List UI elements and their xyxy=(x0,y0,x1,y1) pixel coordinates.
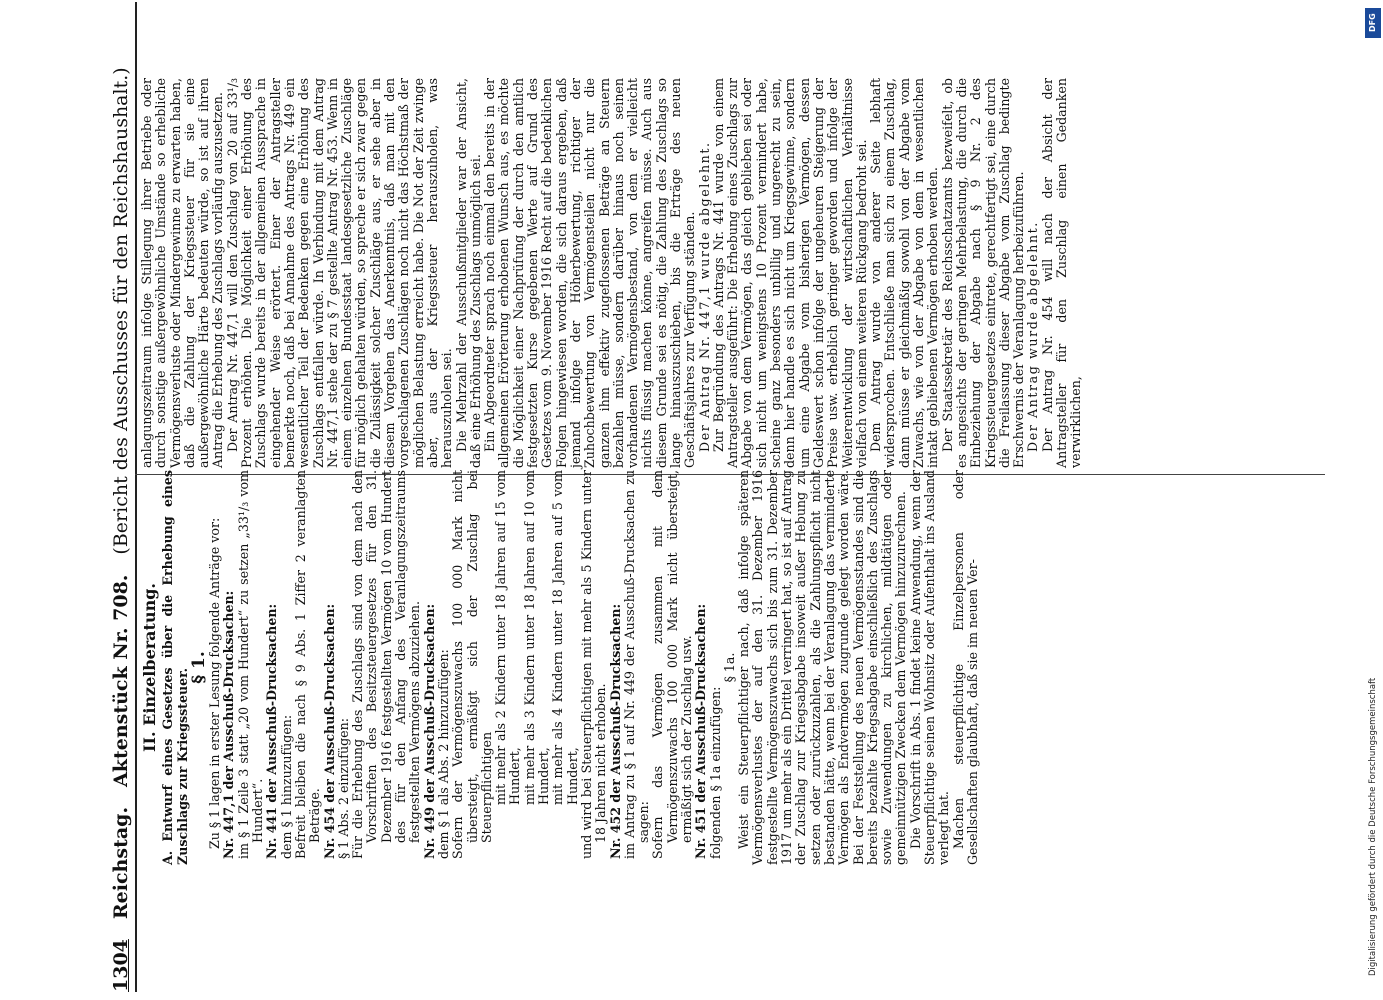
left-column xyxy=(140,470,980,865)
motion-list-item: mit mehr als 4 Kindern unter 18 Jahren auf 5 vom Hundert, xyxy=(550,470,580,805)
text-block: Zur Begründung des Antrags Nr. 441 wurde von einem Antragsteller ausgeführt: Die Erhebung eines Zuschlags zur Abgabe von dem Vermögen, das gleich geblieben sei oder sich nicht um wenigstens 10 Prozent vermindert habe, scheine ganz besonders unbillig und ungerecht zu sein, denn hier handle es sich nicht um Kriegsgewinne, sondern um eine Abgabe vom bisherigen Vermögen, dessen Geldeswert schon infolge der ungeheuren Steigerung der Preise usw. erheblich geringer geworden und infolge der Weiterentwicklung der wirtschaftlichen Verhältnisse vielfach von einem weiteren Rückgang bedroht sei. xyxy=(710,78,869,468)
motion-text: dem § 1 hinzuzufügen: xyxy=(278,714,294,859)
decision-text: Der Antrag Nr. 447,1 wurde abgelehnt. xyxy=(696,141,712,452)
text-block: Machen steuerpflichtige Einzelpersonen oder Gesellschaften glaubhaft, daß sie im neuen Ver- xyxy=(950,470,980,865)
motion-text: folgenden § 1a einzufügen: xyxy=(707,686,723,859)
text-block: Die Vorschrift in Abs. 1 findet keine Anwendung, wenn der Steuerpflichtige seinen Wohnsitz oder Aufenthalt ins Ausland verlegt hat. xyxy=(907,470,952,865)
motion-list-item: mit mehr als 2 Kindern unter 18 Jahren auf 15 vom Hundert, xyxy=(493,470,523,805)
dfg-logo: DFG xyxy=(1365,8,1381,38)
text-block: Der Antrag Nr. 454 will nach der Absicht der Antragsteller für den Zuschlag einen Gedanken verwirklichen, xyxy=(1039,78,1084,468)
digitization-note xyxy=(1368,16,1382,976)
motion-list-item: mit mehr als 3 Kindern unter 18 Jahren auf 10 vom Hundert, xyxy=(521,470,552,805)
right-column xyxy=(140,78,1084,468)
subsection-title: A. Entwurf eines Gesetzes über die Erhebung eines Zuschlags zur Kriegssteuer. xyxy=(160,470,190,865)
motion-heading: Nr. 447,1 der Ausschuß-Drucksachen: xyxy=(221,590,237,859)
text-block: Zu § 1 lagen in erster Lesung folgende Anträge vor: xyxy=(207,517,223,849)
motion-text: Sofern der Vermögenszuwachs 100 000 Mark nicht übersteigt, ermäßigt sich der Zuschlag bei Steuerpflichtigen xyxy=(450,470,494,859)
page-header xyxy=(102,2,137,992)
header-right: (Bericht des Ausschusses für den Reichshaushalt.) xyxy=(110,67,132,555)
motion-text: § 1 Abs. 2 einzufügen: xyxy=(335,718,351,859)
motion-text: Für die Erhebung des Zuschlags sind von dem nach den Vorschriften des Besitzsteuergesetzes für den 31. Dezember 1916 festgestellten Vermögen 10 vom Hundert des für den Anfang des Veranlagungszeitraums festgestellten Vermögens abzuziehen. xyxy=(350,470,423,859)
text-block: Die Mehrzahl der Ausschußmitglieder war der Ansicht, daß eine Erhöhung des Zuschlags unmöglich sei. xyxy=(453,78,483,468)
text-block: Dem Antrag wurde von anderer Seite lebhaft widersprochen. Entschließe man sich zu einem Zuschlag, dann müsse er gleichmäßig sowohl von der Abgabe vom Zuwachs, wie von der Abgabe von dem in wesentlichen intakt gebliebenen Vermögen erhoben werden. xyxy=(868,78,941,468)
motion-text: im Antrag zu § 1 auf Nr. 449 der Ausschuß-Drucksachen zu sagen: xyxy=(621,470,652,859)
page-number: 1304 xyxy=(110,939,132,992)
decision-text: Der Antrag wurde abgelehnt. xyxy=(1025,221,1041,452)
text-block: Ein Abgeordneter sprach noch einmal den bereits in der allgemeinen Erörterung erhobenen Wunsch aus, es möchte die Möglichkeit einer Nachprüfung der durch den amtlich festgesetzten Kurse gegebenen Werte auf Grund des Gesetzes vom 9. November 1916 Recht auf die bedenklichen Folgen hingewiesen worden, die sich daraus ergeben, daß jemand infolge der Höherbewertung, richtiger der Zuhochbewertung von Vermögensteilen nicht nur die ganzen ihm effektiv zugeflossenen Beträge an Steuern bezahlen müsse, sondern darüber hinaus noch seinen vorhandenen Vermögensbestand, von dem er vielleicht nichts flüssig machen könne, angreifen müsse. Auch aus diesem Grunde sei es nötig, die Zahlung des Zuschlags so lange hinauszuschieben, bis die Erträge des neuen Geschäftsjahres zur Verfügung ständen. xyxy=(482,78,698,468)
paragraph-heading-1a: § 1a. xyxy=(721,652,737,683)
motion-text: dem § 1 als Abs. 2 hinzuzufügen: xyxy=(435,649,451,859)
section-title: II. Einzelberatung. xyxy=(140,583,159,752)
text-block: Weist ein Steuerpflichtiger nach, daß infolge späteren Vermögensverlustes der auf den 31. Dezember 1916 festgestellte Vermögenszuwachs sich bis zum 31. Dezember 1917 um mehr als ein Drittel verringert hat, so ist auf Antrag der Zuschlag zur Kriegsabgabe insoweit außer Hebung zu setzen oder zurückzuzahlen, als die Zahlungspflicht nicht bestanden hätte, wenn bei der Veranlagung das verminderte Vermögen als Endvermögen zugrunde gelegt worden wäre. Bei der Feststellung des neuen Vermögensstandes sind die bereits bezahlte Kriegsabgabe einschließlich des Zuschlags sowie Zuwendungen zu kirchlichen, mildtätigen oder gemeinnützigen Zwecken dem Vermögen hinzuzurechnen. xyxy=(736,470,909,865)
motion-text: Sofern das Vermögen zusammen mit dem Vermögenszuwachs 100 000 Mark nicht übersteigt, ermäßigt sich der Zuschlag usw. xyxy=(650,470,694,859)
digitization-note-text: Digitalisierung gefördert durch die Deutsche Forschungsgemeinschaft xyxy=(1368,677,1378,976)
motion-heading: Nr. 441 der Ausschuß-Drucksachen: xyxy=(264,603,280,859)
text-block: Der Antrag Nr. 447,1 will den Zuschlag von 20 auf 33¹/₃ Prozent erhöhen. Die Möglichkeit einer Erhöhung des Zuschlags wurde bereits in der allgemeinen Aussprache in eingehender Weise erörtert. Einer der Antragsteller bemerkte noch, daß bei Annahme des Antrags Nr. 449 ein wesentlicher Teil der Bedenken gegen eine Erhöhung des Zuschlags entfallen würde. In Verbindung mit dem Antrag Nr. 447,1 stehe der zu § 7 gestellte Antrag Nr. 453. Wenn in einem einzelnen Bundesstaat landesgesetzliche Zuschläge für möglich gehalten würden, so spreche er sich zwar gegen die Zulässigkeit solcher Zuschläge aus, er sehe aber in diesem Vorgehen das Anerkenntnis, daß man mit den vorgeschlagenen Zuschlägen noch nicht das Höchstmaß der möglichen Belastung erreicht habe. Die Not der Zeit zwinge aber, aus der Kriegssteuer herauszuholen, was herauszuholen sei. xyxy=(224,78,455,468)
paragraph-heading-1: § 1. xyxy=(188,651,209,684)
motion-text: im § 1 Zeile 3 statt „20 vom Hundert“ zu setzen „33¹/₃ vom Hundert“. xyxy=(235,470,266,859)
motion-heading: Nr. 454 der Ausschuß-Drucksachen: xyxy=(321,603,337,859)
motion-text: und wird bei Steuerpflichtigen mit mehr als 5 Kindern unter 18 Jahren nicht erhoben. xyxy=(578,470,609,859)
text-block: anlagungszeitraum infolge Stillegung ihrer Betriebe oder durch sonstige außergewöhnliche Umstände so erhebliche Vermögensverluste oder Mindergewinne zu erwarten haben, daß die Zahlung der Kriegssteuer für sie eine außergewöhnliche Härte bedeuten würde, so ist auf ihren Antrag die Erhebung des Zuschlags vorläufig auszusetzen. xyxy=(139,78,226,468)
text-block: Der Staatssekretär des Reichsschatzamts bezweifelt, ob es angesichts der geringen Mehrbelastung, die durch die Einbeziehung der Abgabe nach § 9 Nr. 2 des Kriegssteuergesetzes eintrete, gerechtfertigt sei, eine durch die Freilassung dieser Abgabe vom Zuschlag bedingte Erschwernis der Veranlagung herbeizuführen. xyxy=(939,78,1027,468)
motion-heading: Nr. 449 der Ausschuß-Drucksachen: xyxy=(421,603,437,859)
document-page xyxy=(40,0,1375,1000)
motion-text: Befreit bleiben die nach § 9 Abs. 1 Ziffer 2 veranlagten Beträge. xyxy=(292,470,323,859)
header-left: Reichstag. xyxy=(110,806,132,920)
motion-heading: Nr. 452 der Ausschuß-Drucksachen: xyxy=(607,603,623,859)
header-center: Aktenstück Nr. 708. xyxy=(110,574,132,787)
motion-heading: Nr. 451 der Ausschuß-Drucksachen: xyxy=(693,603,709,859)
